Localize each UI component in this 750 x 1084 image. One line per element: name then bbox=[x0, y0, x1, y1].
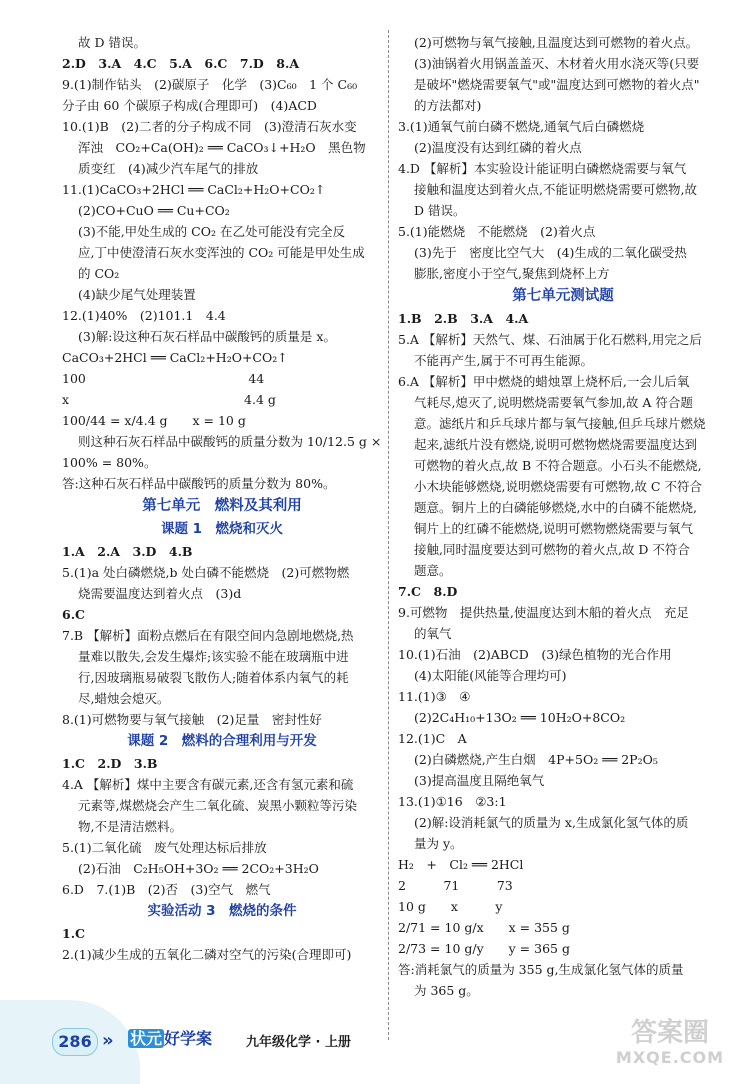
brand-part-a: 状元 bbox=[130, 1029, 163, 1048]
answer-line: CaCO₃+2HCl ══ CaCl₂+H₂O+CO₂↑ bbox=[62, 350, 288, 365]
answer-line: 1.A 2.A 3.D 4.B bbox=[62, 544, 193, 559]
answer-line: x 4.4 g bbox=[62, 392, 276, 407]
answer-line: 2 71 73 bbox=[398, 878, 513, 893]
answer-line: 9.可燃物 提供热量,使温度达到木船的着火点 充足 bbox=[398, 605, 689, 620]
answer-line: 4.A 【解析】煤中主要含有碳元素,还含有氢元素和硫 bbox=[62, 777, 354, 792]
answer-line: 的氧气 bbox=[414, 626, 452, 641]
answer-line: (2)石油 C₂H₅OH+3O₂ ══ 2CO₂+3H₂O bbox=[78, 861, 319, 876]
answer-line: 6.D 7.(1)B (2)否 (3)空气 燃气 bbox=[62, 882, 271, 897]
watermark bbox=[600, 1018, 740, 1078]
answer-line: H₂ + Cl₂ ══ 2HCl bbox=[398, 857, 524, 872]
answer-line: 量为 y。 bbox=[414, 836, 463, 851]
answer-line: 2/71 = 10 g/x x = 355 g bbox=[398, 920, 570, 935]
answer-line: 气耗尽,熄灭了,说明燃烧需要氧气参加,故 A 符合题 bbox=[414, 395, 693, 410]
answers-block-1 bbox=[62, 32, 382, 494]
answer-line: (3)油锅着火用锅盖盖灭、木材着火用水浇灭等(只要 bbox=[414, 56, 700, 71]
answer-line: 答:消耗氯气的质量为 355 g,生成氯化氢气体的质量 bbox=[398, 962, 684, 977]
answer-line: 10 g x y bbox=[398, 899, 503, 914]
answer-line: (4)缺少尾气处理装置 bbox=[78, 287, 196, 302]
answer-line: 6.C bbox=[62, 607, 85, 622]
answer-line: 5.(1)a 处白磷燃烧,b 处白磷不能燃烧 (2)可燃物燃 bbox=[62, 565, 350, 580]
answer-line: 12.(1)C A bbox=[398, 731, 467, 746]
answer-line: 5.(1)二氧化硫 废气处理达标后排放 bbox=[62, 840, 267, 855]
answer-line: 7.C 8.D bbox=[398, 584, 458, 599]
answers-block-6 bbox=[398, 308, 728, 1001]
answer-line: 题意。 bbox=[414, 563, 452, 578]
answer-line: (3)提高温度且隔绝氧气 bbox=[414, 773, 545, 788]
right-column bbox=[398, 32, 728, 1001]
answer-line: 1.C bbox=[62, 926, 85, 941]
answer-line: D 错误。 bbox=[414, 203, 466, 218]
unit-7-heading: 第七单元 燃料及其利用 bbox=[142, 498, 302, 514]
answer-line: 2.(1)减少生成的五氧化二磷对空气的污染(合理即可) bbox=[62, 947, 352, 962]
answer-line: (2)白磷燃烧,产生白烟 4P+5O₂ ══ 2P₂O₅ bbox=[414, 752, 658, 767]
watermark-text-a: 答案圈 bbox=[630, 1018, 709, 1048]
answer-line: 是破坏"燃烧需要氧气"或"温度达到可燃物的着火点" bbox=[414, 77, 700, 92]
answer-line: (3)解:设这种石灰石样品中碳酸钙的质量是 x。 bbox=[78, 329, 336, 344]
answer-line: 100 44 bbox=[62, 371, 265, 386]
answer-line: 可燃物的着火点,故 B 不符合题意。小石头不能燃烧, bbox=[414, 458, 702, 473]
lesson-1-heading: 课题 1 燃烧和灭火 bbox=[160, 521, 284, 537]
answer-line: 100% = 80%。 bbox=[62, 455, 157, 470]
experiment-3-heading: 实验活动 3 燃烧的条件 bbox=[147, 903, 297, 919]
answer-line: (3)不能,甲处生成的 CO₂ 在乙处可能没有完全反 bbox=[78, 224, 345, 239]
page-footer bbox=[40, 1022, 420, 1062]
answer-line: 不能再产生,属于不可再生能源。 bbox=[414, 353, 593, 368]
answers-block-5 bbox=[398, 32, 728, 284]
column-divider bbox=[388, 30, 389, 1040]
lesson-2-heading: 课题 2 燃料的合理利用与开发 bbox=[127, 733, 317, 749]
unit-7-test-heading: 第七单元测试题 bbox=[512, 288, 614, 304]
answer-line: 故 D 错误。 bbox=[78, 35, 146, 50]
answer-line: 尽,蜡烛会熄灭。 bbox=[78, 691, 170, 706]
answer-line: 烧需要温度达到着火点 (3)d bbox=[78, 586, 242, 601]
answer-line: (3)先于 密度比空气大 (4)生成的二氧化碳受热 bbox=[414, 245, 687, 260]
brand-logo bbox=[128, 1028, 212, 1049]
answer-line: 的方法都对) bbox=[414, 98, 482, 113]
answer-line: 10.(1)B (2)二者的分子构成不同 (3)澄清石灰水变 bbox=[62, 119, 357, 134]
answer-line: 膨胀,密度小于空气,聚焦到烧杯上方 bbox=[414, 266, 610, 281]
answer-line: (2)可燃物与氧气接触,且温度达到可燃物的着火点。 bbox=[414, 35, 699, 50]
answer-line: 5.A 【解析】天然气、煤、石油属于化石燃料,用完之后 bbox=[398, 332, 702, 347]
answer-line: 接触,同时温度要达到可燃物的着火点,故 D 不符合 bbox=[414, 542, 690, 557]
answer-line: 11.(1)③ ④ bbox=[398, 689, 471, 704]
brand-part-b: 好学案 bbox=[164, 1029, 213, 1048]
answer-line: 5.(1)能燃烧 不能燃烧 (2)着火点 bbox=[398, 224, 596, 239]
answer-line: 2.D 3.A 4.C 5.A 6.C 7.D 8.A bbox=[62, 56, 300, 71]
answers-block-3 bbox=[62, 753, 382, 900]
answer-line: (2)温度没有达到红磷的着火点 bbox=[414, 140, 582, 155]
answer-line: 为 365 g。 bbox=[414, 983, 479, 998]
answer-line: 8.(1)可燃物要与氧气接触 (2)足量 密封性好 bbox=[62, 712, 322, 727]
answer-line: 接触和温度达到着火点,不能证明燃烧需要可燃物,故 bbox=[414, 182, 697, 197]
answer-line: 铜片上的红磷不能燃烧,说明可燃物燃烧需要与氧气 bbox=[414, 521, 693, 536]
page-number: 286 bbox=[52, 1028, 98, 1056]
answer-line: 9.(1)制作钻头 (2)碳原子 化学 (3)C₆₀ 1 个 C₆₀ bbox=[62, 77, 358, 92]
answer-line: 13.(1)①16 ②3:1 bbox=[398, 794, 507, 809]
double-chevron-icon: » bbox=[102, 1030, 114, 1051]
answer-line: 元素等,煤燃烧会产生二氧化硫、炭黑小颗粒等污染 bbox=[78, 798, 357, 813]
answer-line: 质变红 (4)减少汽车尾气的排放 bbox=[78, 161, 259, 176]
answer-line: 4.D 【解析】本实验设计能证明白磷燃烧需要与氧气 bbox=[398, 161, 687, 176]
answer-line: 则这种石灰石样品中碳酸钙的质量分数为 10/12.5 g × bbox=[78, 434, 382, 449]
answer-line: 3.(1)通氧气前白磷不燃烧,通氧气后白磷燃烧 bbox=[398, 119, 645, 134]
answer-line: (2)CO+CuO ══ Cu+CO₂ bbox=[78, 203, 230, 218]
answer-line: 小木块能够燃烧,说明燃烧需要有可燃物,故 C 不符合 bbox=[414, 479, 702, 494]
answer-line: 10.(1)石油 (2)ABCD (3)绿色植物的光合作用 bbox=[398, 647, 672, 662]
answer-line: 2/73 = 10 g/y y = 365 g bbox=[398, 941, 570, 956]
answer-line: 量难以散失,会发生爆炸;该实验不能在玻璃瓶中进 bbox=[78, 649, 349, 664]
answers-block-4 bbox=[62, 923, 382, 965]
answer-line: 11.(1)CaCO₃+2HCl ══ CaCl₂+H₂O+CO₂↑ bbox=[62, 182, 326, 197]
answer-line: 行,因玻璃瓶易破裂飞散伤人;随着体系内氧气的耗 bbox=[78, 670, 349, 685]
answer-line: 100/44 = x/4.4 g x = 10 g bbox=[62, 413, 246, 428]
left-column bbox=[62, 32, 382, 965]
answer-line: 应,丁中使澄清石灰水变浑浊的 CO₂ 可能是甲处生成 bbox=[78, 245, 365, 260]
book-title: 九年级化学 · 上册 bbox=[246, 1035, 351, 1050]
answer-line: 分子由 60 个碳原子构成(合理即可) (4)ACD bbox=[62, 98, 317, 113]
answer-line: 题意。铜片上的白磷能够燃烧,水中的白磷不能燃烧, bbox=[414, 500, 697, 515]
answer-line: 1.B 2.B 3.A 4.A bbox=[398, 311, 529, 326]
answer-line: 答:这种石灰石样品中碳酸钙的质量分数为 80%。 bbox=[62, 476, 336, 491]
answers-block-2 bbox=[62, 541, 382, 730]
answer-line: (2)解:设消耗氯气的质量为 x,生成氯化氢气体的质 bbox=[414, 815, 689, 830]
answer-line: 意。滤纸片和乒乓球片都与氧气接触,但乒乓球片燃烧 bbox=[414, 416, 706, 431]
answer-line: 物,不是清洁燃料。 bbox=[78, 819, 182, 834]
answer-line: 6.A 【解析】甲中燃烧的蜡烛罩上烧杯后,一会儿后氧 bbox=[398, 374, 690, 389]
watermark-text-b: MXQE.COM bbox=[615, 1048, 725, 1067]
answer-line: 起来,滤纸片没有燃烧,说明可燃物燃烧需要温度达到 bbox=[414, 437, 697, 452]
answer-line: 7.B 【解析】面粉点燃后在有限空间内急剧地燃烧,热 bbox=[62, 628, 354, 643]
answer-line: 浑浊 CO₂+Ca(OH)₂ ══ CaCO₃↓+H₂O 黑色物 bbox=[78, 140, 366, 155]
answer-line: 12.(1)40% (2)101.1 4.4 bbox=[62, 308, 226, 323]
answer-line: 1.C 2.D 3.B bbox=[62, 756, 158, 771]
answer-line: 的 CO₂ bbox=[78, 266, 120, 281]
answer-line: (2)2C₄H₁₀+13O₂ ══ 10H₂O+8CO₂ bbox=[414, 710, 626, 725]
answer-line: (4)太阳能(风能等合理均可) bbox=[414, 668, 567, 683]
